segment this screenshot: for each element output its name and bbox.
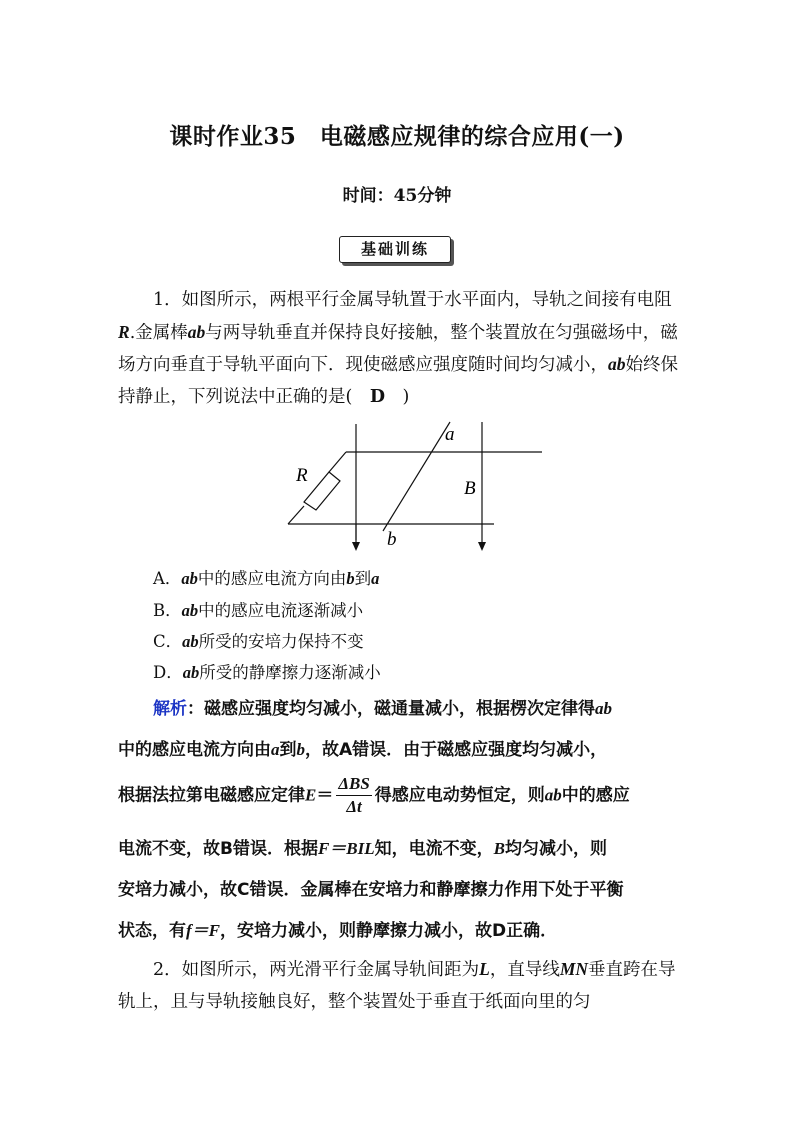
section-badge (339, 236, 455, 267)
solution-line-6: 状态，有f＝F，安培力减小，则静摩擦力减小，故D正确． (118, 921, 558, 941)
option-a: A．ab中的感应电流方向由b到a (153, 569, 380, 588)
question-2-stem: 2．如图所示，两光滑平行金属导轨间距为L，直导线MN垂直跨在导轨上，且与导轨接触良好，整个装置处于垂直于纸面向里的匀 (118, 959, 676, 1012)
label-R: R (296, 465, 308, 486)
circuit-figure (280, 420, 560, 555)
option-d: D．ab所受的静摩擦力逐渐减小 (153, 663, 381, 682)
label-a: a (445, 424, 455, 445)
option-c: C．ab所受的安培力保持不变 (153, 632, 364, 651)
question-1-stem: 1．如图所示，两根平行金属导轨置于水平面内，导轨之间接有电阻R.金属棒ab与两导轨垂直并保持良好接触，整个装置放在匀强磁场中，磁场方向垂直于导轨平面向下．现使磁感应强度随时间均匀减小，ab始终保持静止，下列说法中正确的是( D ) (118, 290, 678, 407)
section-label: 基础训练 (339, 236, 451, 263)
solution-line-3: 根据法拉第电磁感应定律E＝ $\frac{\text{ΔBS}}{\Delta t}$ 得感应电动势恒定，则ab中的感应 (118, 774, 630, 816)
answer-letter: D (369, 386, 386, 407)
solution-line-2: 中的感应电流方向由a到b，故A错误．由于磁感应强度均匀减小， (118, 740, 608, 760)
time-limit: 时间：45分钟 (342, 186, 452, 206)
label-B: B (464, 478, 476, 499)
solution-line-1: 解析：磁感应强度均匀减小，磁通量减小，根据楞次定律得ab (153, 699, 612, 719)
option-b: B．ab中的感应电流逐渐减小 (153, 601, 364, 620)
fraction: $\frac{\text{ΔBS}}{\Delta t}$ (338, 774, 370, 816)
page-title: 课时作业35 电磁感应规律的综合应用(一) (169, 123, 625, 150)
solution-line-5: 安培力减小，故C错误．金属棒在安培力和静摩擦力作用下处于平衡 (118, 880, 624, 900)
solution-line-4: 电流不变，故B错误．根据F＝BIL知，电流不变，B均匀减小，则 (118, 839, 607, 859)
label-b: b (387, 529, 397, 550)
solution-label: 解析 (153, 699, 187, 719)
